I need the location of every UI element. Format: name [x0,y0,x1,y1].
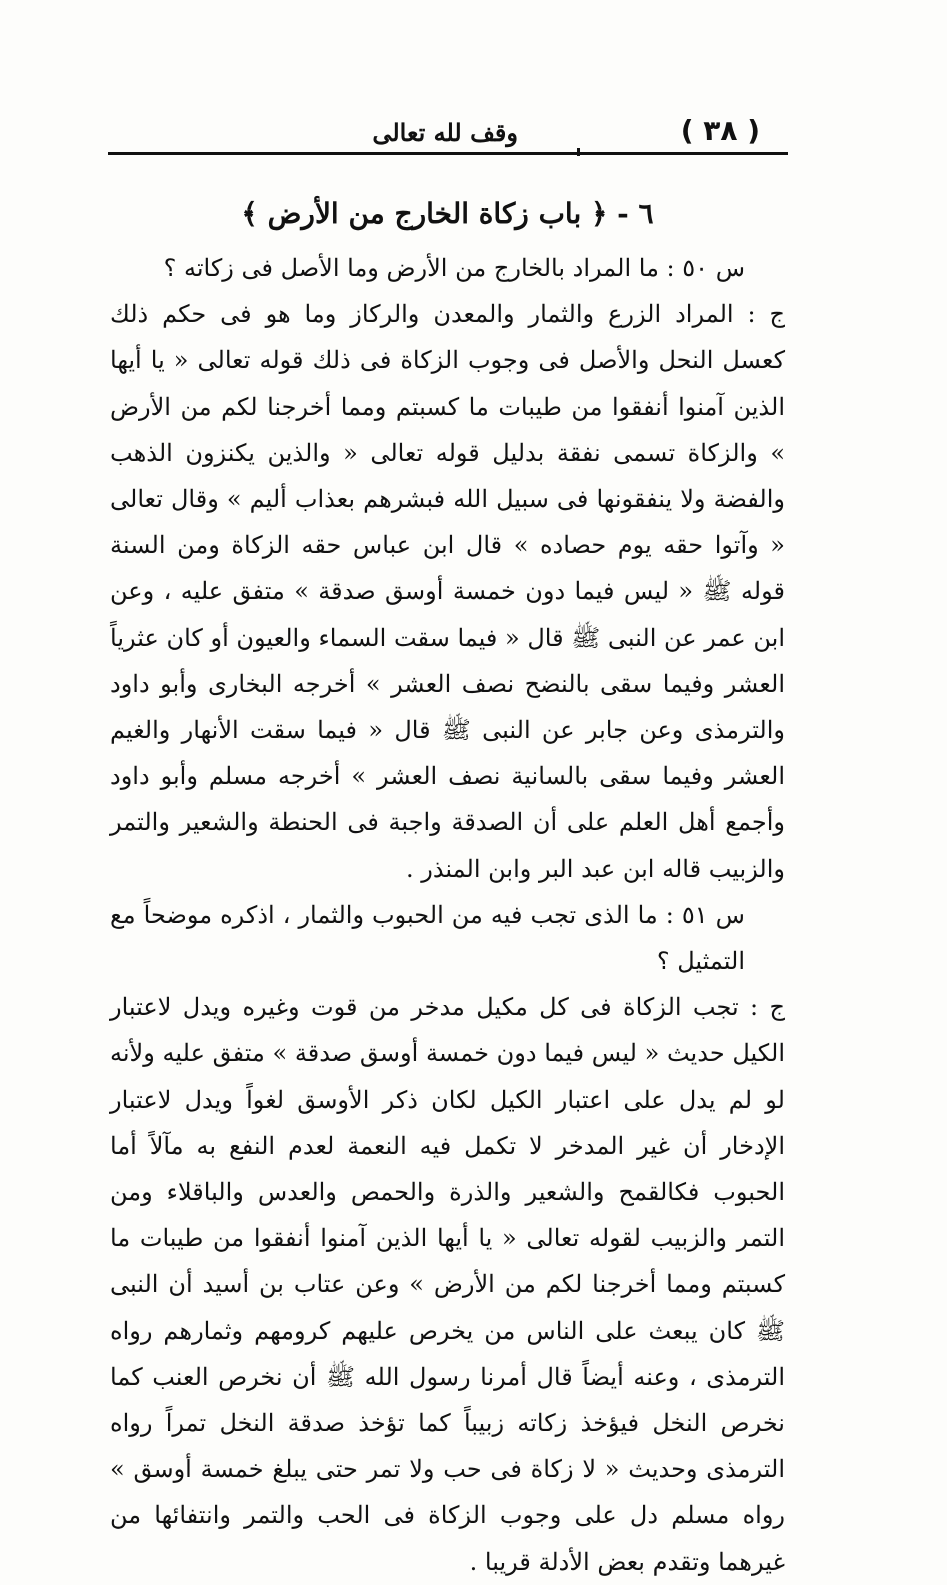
answer-50: ج : المراد الزرع والثمار والمعدن والركاز وما هو فى حكم ذلك كعسل النحل والأصل فى وجوب الزكاة فى ذلك قوله تعالى « يا أيها الذين آمنوا أنفقوا من طيبات ما كسبتم ومما أخرجنا لكم من الأرض » والزكاة تسمى نفقة بدليل قوله تعالى « والذين يكنزون الذهب والفضة ولا ينفقونها فى سبيل الله فبشرهم بعذاب أليم » وقال تعالى « وآتوا حقه يوم حصاده » قال ابن عباس حقه الزكاة ومن السنة قوله ﷺ « ليس فيما دون خمسة أوسق صدقة » متفق عليه ، وعن ابن عمر عن النبى ﷺ قال « فيما سقت السماء والعيون أو كان عثرياً العشر وفيما سقى بالنضح نصف العشر » أخرجه البخارى وأبو داود والترمذى وعن جابر عن النبى ﷺ قال « فيما سقت الأنهار والغيم العشر وفيما سقى بالسانية نصف العشر » أخرجه مسلم وأبو داود وأجمع أهل العلم على أن الصدقة واجبة فى الحنطة والشعير والتمر والزبيب قاله ابن عبد البر وابن المنذر . [110,300,786,883]
qa-section-50 [110,245,785,892]
page-header [108,108,788,152]
chapter-title: ٦ - ﴿ باب زكاة الخارج من الأرض ﴾ [241,197,654,230]
question-51: س ٥١ : ما الذى تجب فيه من الحبوب والثمار ، اذكره موضحاً مع التمثيل ؟ [110,900,745,976]
header-rule [108,152,788,155]
answer-51: ج : تجب الزكاة فى كل مكيل مدخر من قوت وغيره ويدل لاعتبار الكيل حديث « ليس فيما دون خمسة أوسق صدقة » متفق عليه ولأنه لو لم يدل على اعتبار الكيل لكان ذكر الأوسق لغواً ويدل لاعتبار الإدخار أن غير المدخر لا تكمل فيه النعمة لعدم النفع به مآلاً أما الحبوب فكالقمح والشعير والذرة والحمص والعدس والباقلاء ومن التمر والزبيب لقوله تعالى « يا أيها الذين آمنوا أنفقوا من طيبات ما كسبتم ومما أخرجنا لكم من الأرض » وعن عتاب بن أسيد أن النبى ﷺ كان يبعث على الناس من يخرص عليهم كرومهم وثمارهم رواه الترمذى ، وعنه أيضاً قال أمرنا رسول الله ﷺ أن نخرص العنب كما نخرص النخل فيؤخذ زكاته زبيباً كما تؤخذ صدقة النخل تمراً رواه الترمذى وحديث « لا زكاة فى حب ولا تمر حتى يبلغ خمسة أوسق » رواه مسلم دل على وجوب الزكاة فى الحب والتمر وانتفائها من غيرهما وتقدم بعض الأدلة قريبا . [110,993,785,1576]
running-title: وقف لله تعالى [372,118,518,147]
question-50: س ٥٠ : ما المراد بالخارج من الأرض وما الأصل فى زكاته ؟ [163,254,745,282]
page-number: ( ٣٨ ) [680,114,760,147]
qa-section-51 [110,892,785,1585]
header-rule-tick [577,148,580,156]
page-body [110,185,785,1585]
